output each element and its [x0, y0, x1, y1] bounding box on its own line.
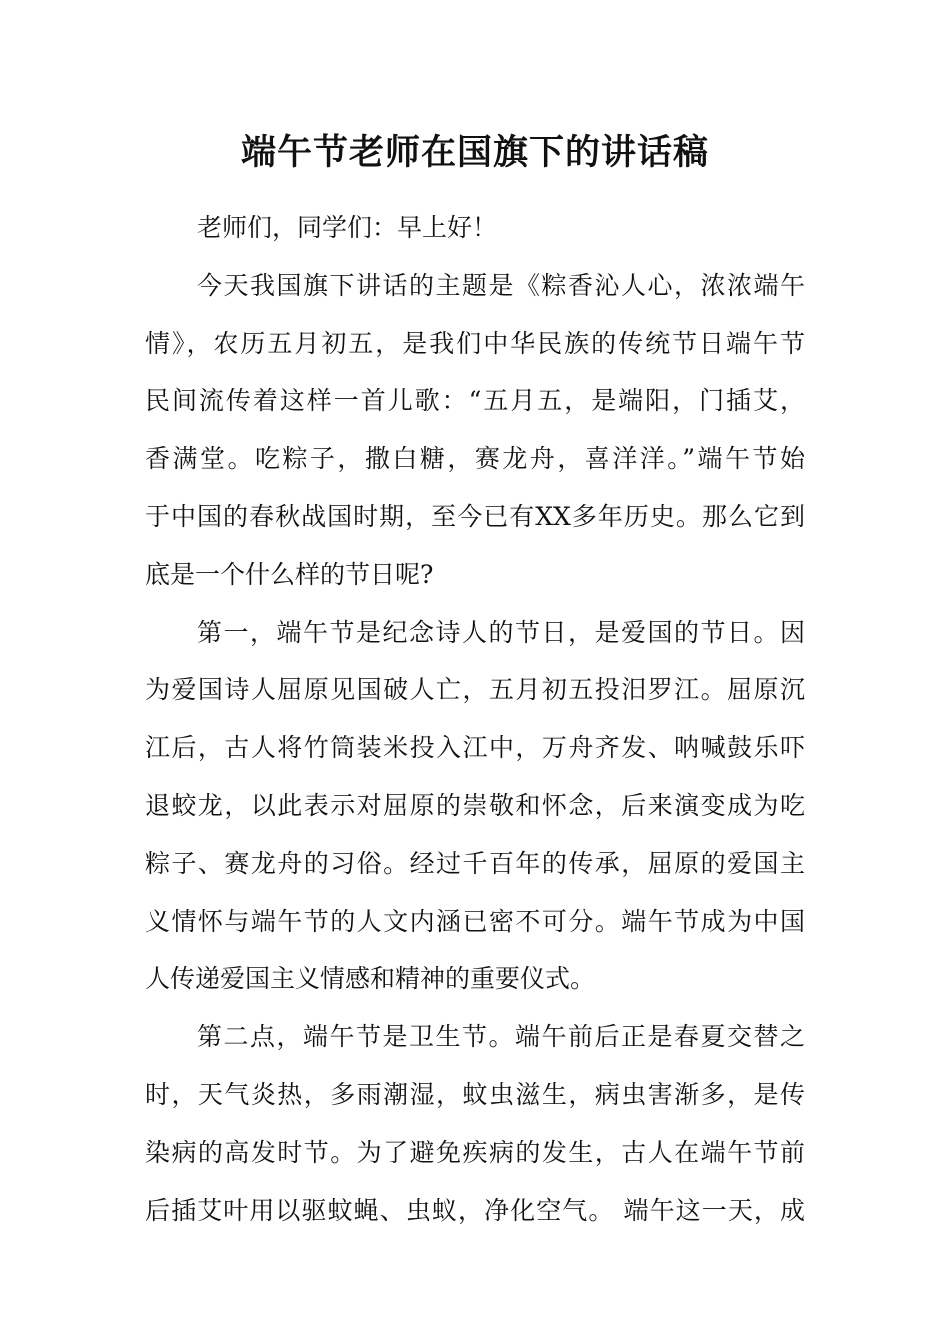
paragraph-line: 第一，端午节是纪念诗人的节日，是爱国的节日。因 [197, 617, 805, 647]
paragraph-line: 人传递爱国主义情感和精神的重要仪式。 [145, 964, 596, 994]
paragraph-line: 今天我国旗下讲话的主题是《粽香沁人心，浓浓端午 [197, 270, 805, 300]
paragraph-line: 第二点，端午节是卫生节。端午前后正是春夏交替之 [197, 1022, 805, 1052]
paragraph-line: 退蛟龙，以此表示对屈原的崇敬和怀念，后来演变成为吃 [145, 790, 805, 820]
paragraph-line: 情》，农历五月初五，是我们中华民族的传统节日端午节 [145, 328, 805, 358]
paragraph-line: 民间流传着这样一首儿歌：“五月五，是端阳，门插艾， [145, 386, 805, 416]
paragraph-line: 香满堂。吃粽子，撒白糖，赛龙舟，喜洋洋。”端午节始 [145, 444, 805, 474]
paragraph-line: 后插艾叶用以驱蚊蝇、虫蚁，净化空气。 端午这一天，成 [145, 1195, 805, 1225]
greeting-line: 老师们，同学们：早上好！ [197, 213, 498, 242]
paragraph-line: 染病的高发时节。为了避免疾病的发生，古人在端午节前 [145, 1137, 805, 1167]
paragraph-line: 义情怀与端午节的人文内涵已密不可分。端午节成为中国 [145, 906, 805, 936]
paragraph-line: 粽子、赛龙舟的习俗。经过千百年的传承，屈原的爱国主 [145, 848, 805, 878]
paragraph-line: 时，天气炎热，多雨潮湿，蚊虫滋生，病虫害渐多，是传 [145, 1079, 805, 1109]
paragraph-line: 江后，古人将竹筒装米投入江中，万舟齐发、呐喊鼓乐吓 [145, 733, 805, 763]
paragraph-line: 于中国的春秋战国时期，至今已有XX多年历史。那么它到 [145, 501, 805, 531]
document-title: 端午节老师在国旗下的讲话稿 [240, 132, 709, 173]
paragraph-line: 为爱国诗人屈原见国破人亡，五月初五投汨罗江。屈原沉 [145, 675, 805, 705]
document-body [145, 199, 805, 1239]
paragraph-line: 底是一个什么样的节日呢? [145, 559, 434, 589]
